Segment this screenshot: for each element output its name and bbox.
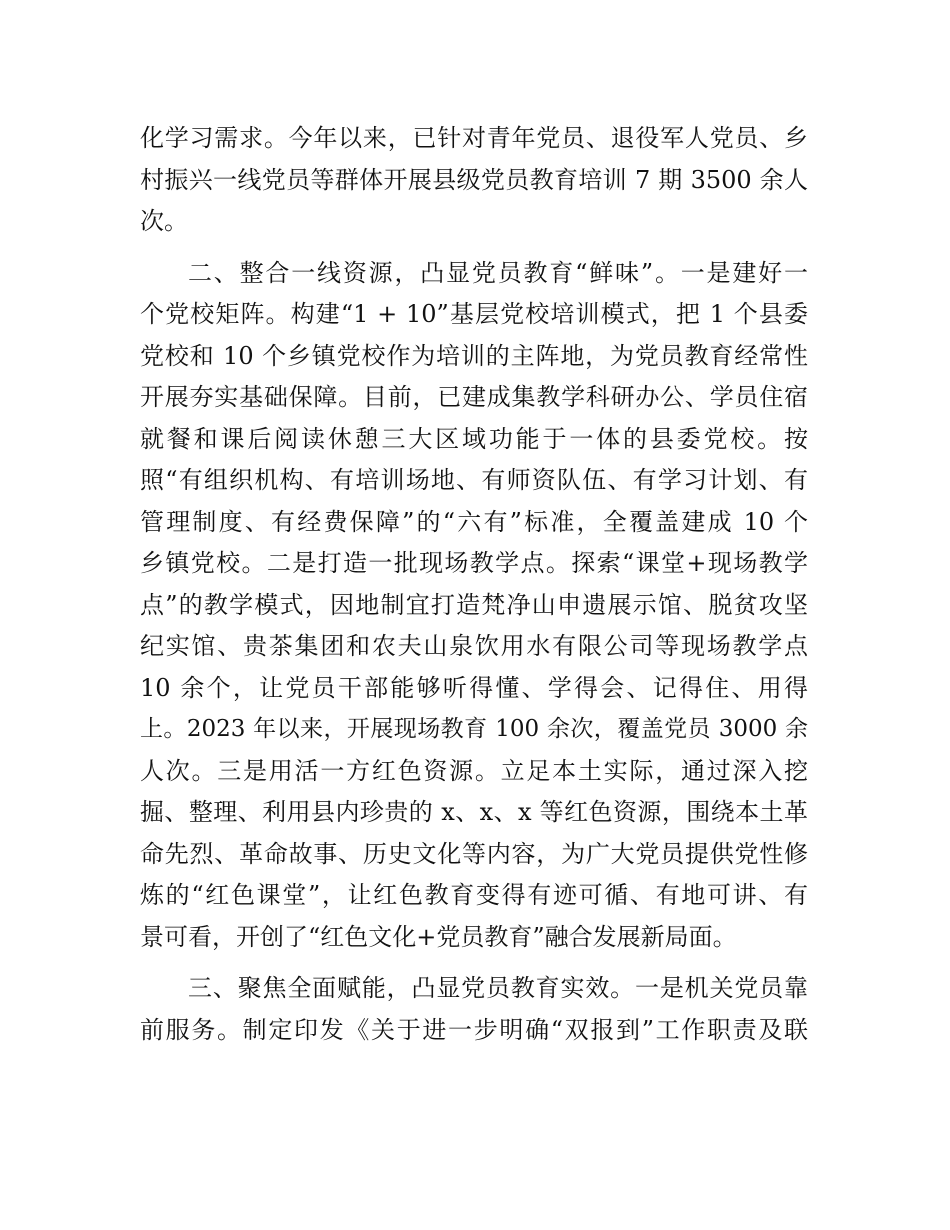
text-line: 炼的“红色课堂”，让红色教育变得有迹可循、有地可讲、有	[140, 881, 808, 909]
text-line: 三、聚焦全面赋能，凸显党员教育实效。一是机关党员靠	[188, 974, 808, 1002]
paragraph-gap	[140, 958, 808, 968]
text-line: 人次。三是用活一方红色资源。立足本土实际，通过深入挖	[140, 756, 808, 785]
text-line: 点”的教学模式，因地制宜打造梵净山申遗展示馆、脱贫攻坚	[140, 590, 808, 619]
paragraph-2	[140, 253, 808, 959]
document-body	[140, 118, 808, 1051]
text-line: 就餐和课后阅读休憩三大区域功能于一体的县委党校。按	[140, 424, 808, 453]
text-line: 上。2023 年以来，开展现场教育 100 余次，覆盖党员 3000 余	[140, 716, 808, 742]
text-line: 次。	[140, 207, 188, 235]
text-line: 村振兴一线党员等群体开展县级党员教育培训 7 期 3500 余人	[140, 165, 808, 194]
text-line: 景可看，开创了“红色文化+党员教育”融合发展新局面。	[140, 922, 737, 951]
paragraph-1	[140, 118, 808, 243]
text-line: 照“有组织机构、有培训场地、有师资队伍、有学习计划、有	[140, 466, 808, 494]
text-line: 纪实馆、贵茶集团和农夫山泉饮用水有限公司等现场教学点	[140, 632, 808, 660]
text-line: 乡镇党校。二是打造一批现场教学点。探索“课堂+现场教学	[140, 549, 808, 577]
text-line: 前服务。制定印发《关于进一步明确“双报到”工作职责及联	[140, 1015, 808, 1044]
text-line: 掘、整理、利用县内珍贵的 x、x、x 等红色资源，围绕本土革	[140, 798, 808, 826]
text-line: 个党校矩阵。构建“1 + 10”基层党校培训模式，把 1 个县委	[140, 300, 808, 328]
text-line: 党校和 10 个乡镇党校作为培训的主阵地，为党员教育经常性	[140, 341, 808, 370]
text-line: 管理制度、有经费保障”的“六有”标准，全覆盖建成 10 个	[140, 507, 808, 536]
text-line: 10 余个，让党员干部能够听得懂、学得会、记得住、用得	[140, 673, 808, 702]
text-line: 二、整合一线资源，凸显党员教育“鲜味”。一是建好一	[188, 258, 808, 287]
text-line: 命先烈、革命故事、历史文化等内容，为广大党员提供党性修	[140, 839, 808, 868]
text-line: 化学习需求。今年以来，已针对青年党员、退役军人党员、乡	[140, 124, 808, 152]
text-line: 开展夯实基础保障。目前，已建成集教学科研办公、学员住宿	[140, 383, 808, 411]
paragraph-gap	[140, 243, 808, 253]
paragraph-3	[140, 968, 808, 1051]
